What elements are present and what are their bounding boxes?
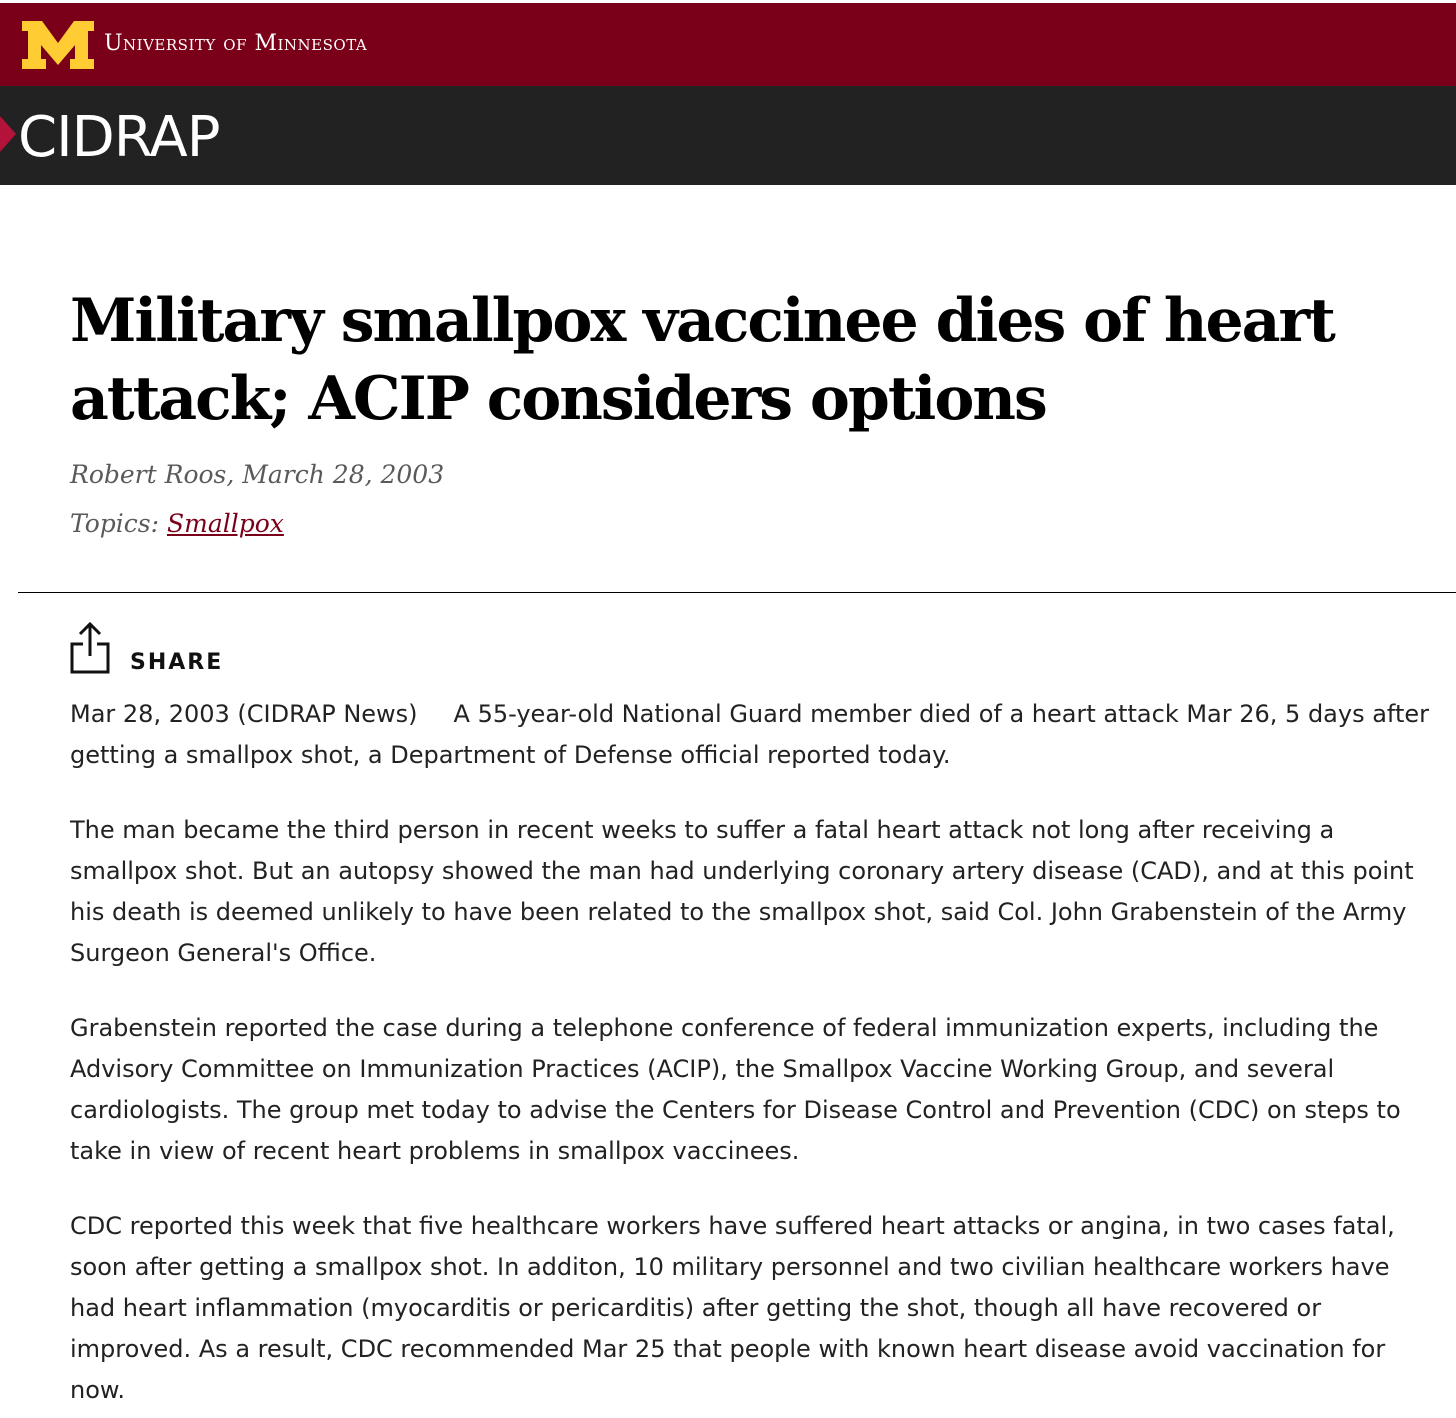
university-header-bar (0, 0, 1456, 86)
topic-link-smallpox[interactable]: Smallpox (167, 509, 284, 538)
article-topics (70, 509, 284, 538)
site-logo[interactable]: CIDRAP (18, 105, 220, 170)
share-label[interactable]: SHARE (130, 650, 224, 675)
article-paragraph (70, 694, 1440, 776)
logo-arrow-icon (0, 116, 16, 152)
university-name[interactable]: University of Minnesota (104, 31, 368, 56)
article-date: March 28, 2003 (242, 460, 445, 489)
article-body (70, 694, 1440, 1418)
paragraph-text: A 55-year-old National Guard member died of a heart attack Mar 26, 5 days after getting a smallpox shot, a Department of Defense official reported today. (70, 700, 1429, 769)
article-byline (70, 460, 444, 489)
article-author: Robert Roos, (70, 460, 235, 489)
university-block-m-logo[interactable] (20, 21, 96, 69)
article-paragraph: The man became the third person in recent weeks to suffer a fatal heart attack not long after receiving a smallpox shot. But an autopsy showed the man had underlying coronary artery disease (CAD), and at this point his death is deemed unlikely to have been related to the smallpox shot, said Col. John Grabenstein of the Army Surgeon General's Office. (70, 816, 1414, 967)
article-title: Military smallpox vaccinee dies of heart attack; ACIP considers options (70, 286, 1334, 434)
article-paragraph: Grabenstein reported the case during a telephone conference of federal immunization experts, including the Advisory Committee on Immunization Practices (ACIP), the Smallpox Vaccine Working Group, and several cardiologists. The group met today to advise the Centers for Disease Control and Prevention (CDC) on steps to take in view of recent heart problems in smallpox vaccinees. (70, 1014, 1401, 1165)
section-divider (18, 592, 1456, 593)
topics-label: Topics: (70, 509, 160, 538)
article-paragraph: CDC reported this week that five healthcare workers have suffered heart attacks or angina, in two cases fatal, soon after getting a smallpox shot. In additon, 10 military personnel and two civilian healthcare workers have had heart inflammation (myocarditis or pericarditis) after getting the shot, though all have recovered or improved. As a result, CDC recommended Mar 25 that people with known heart disease avoid vaccination for now. (70, 1212, 1395, 1404)
share-icon[interactable] (70, 622, 110, 674)
site-header-bar (0, 86, 1456, 185)
article-dateline: Mar 28, 2003 (CIDRAP News) (70, 700, 418, 728)
